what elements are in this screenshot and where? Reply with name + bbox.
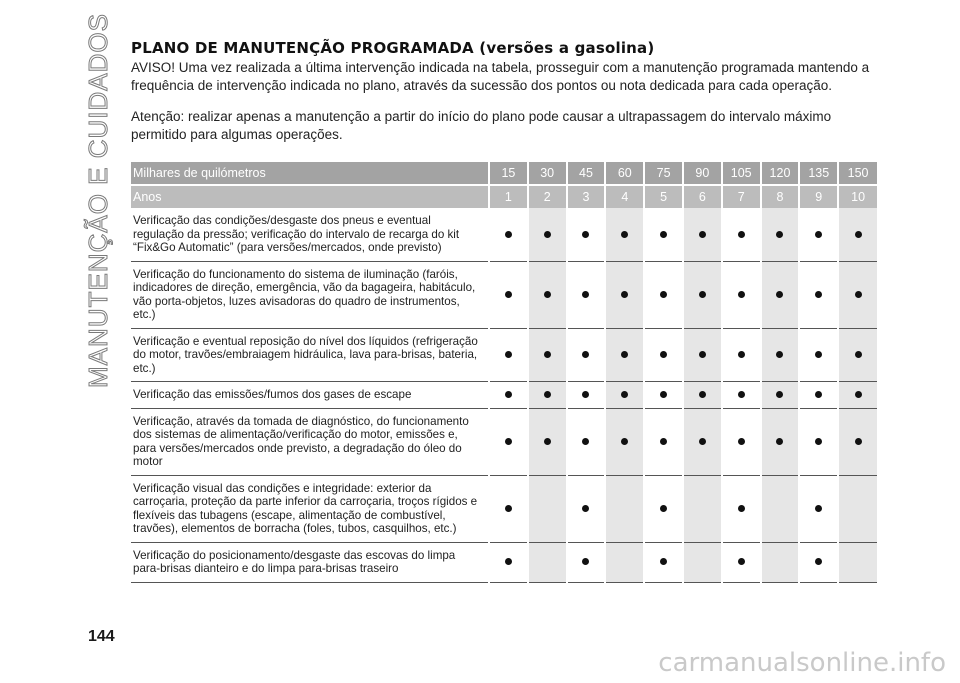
interval-cell bbox=[838, 542, 877, 582]
bullet-icon bbox=[582, 505, 589, 512]
interval-cell bbox=[567, 408, 606, 475]
bullet-icon bbox=[738, 351, 745, 358]
bullet-icon bbox=[660, 558, 667, 565]
table-row bbox=[131, 542, 877, 582]
bullet-icon bbox=[582, 438, 589, 445]
bullet-icon bbox=[505, 351, 512, 358]
interval-cell bbox=[683, 208, 722, 261]
km-header-cell: 75 bbox=[644, 161, 683, 185]
interval-cell bbox=[799, 408, 838, 475]
interval-cell bbox=[528, 475, 567, 542]
interval-cell bbox=[799, 261, 838, 328]
page-heading: PLANO DE MANUTENÇÃO PROGRAMADA (versões a gasolina) bbox=[131, 39, 655, 57]
bullet-icon bbox=[660, 438, 667, 445]
bullet-icon bbox=[699, 391, 706, 398]
bullet-icon bbox=[544, 231, 551, 238]
bullet-icon bbox=[582, 558, 589, 565]
bullet-icon bbox=[815, 505, 822, 512]
years-header-row bbox=[131, 185, 877, 208]
interval-cell bbox=[489, 328, 528, 382]
bullet-icon bbox=[776, 291, 783, 298]
interval-cell bbox=[528, 261, 567, 328]
attention-paragraph: Atenção: realizar apenas a manutenção a partir do início do plano pode causar a ultrapassagem do intervalo máximo permitido para algumas operações. bbox=[131, 109, 832, 142]
bullet-icon bbox=[738, 505, 745, 512]
bullet-icon bbox=[815, 391, 822, 398]
interval-cell bbox=[722, 542, 761, 582]
km-header-cell: 90 bbox=[683, 161, 722, 185]
table-row bbox=[131, 408, 877, 475]
interval-cell bbox=[567, 475, 606, 542]
bullet-icon bbox=[544, 351, 551, 358]
operation-description: Verificação das emissões/fumos dos gases de escape bbox=[131, 382, 489, 409]
bullet-icon bbox=[738, 231, 745, 238]
years-header-label: Anos bbox=[131, 185, 489, 208]
interval-cell bbox=[528, 328, 567, 382]
bullet-icon bbox=[776, 231, 783, 238]
bullet-icon bbox=[505, 291, 512, 298]
km-header-cell: 15 bbox=[489, 161, 528, 185]
years-header-cell: 5 bbox=[644, 185, 683, 208]
bullet-icon bbox=[855, 231, 862, 238]
interval-cell bbox=[644, 542, 683, 582]
bullet-icon bbox=[699, 231, 706, 238]
page-number: 144 bbox=[88, 628, 115, 645]
interval-cell bbox=[683, 328, 722, 382]
years-header-cell: 9 bbox=[799, 185, 838, 208]
interval-cell bbox=[722, 208, 761, 261]
bullet-icon bbox=[505, 438, 512, 445]
bullet-icon bbox=[544, 391, 551, 398]
km-header-cell: 105 bbox=[722, 161, 761, 185]
interval-cell bbox=[683, 542, 722, 582]
interval-cell bbox=[567, 261, 606, 328]
operation-description: Verificação e eventual reposição do nível dos líquidos (refrigeração do motor, travões/embraiagem hidráulica, lava para-brisas, bateria, etc.) bbox=[131, 328, 489, 382]
interval-cell bbox=[644, 382, 683, 409]
interval-cell bbox=[528, 542, 567, 582]
interval-cell bbox=[644, 261, 683, 328]
interval-cell bbox=[605, 261, 644, 328]
interval-cell bbox=[605, 475, 644, 542]
years-header-cell: 3 bbox=[567, 185, 606, 208]
km-header-cell: 45 bbox=[567, 161, 606, 185]
interval-cell bbox=[528, 382, 567, 409]
km-header-cell: 150 bbox=[838, 161, 877, 185]
km-header-cell: 135 bbox=[799, 161, 838, 185]
bullet-icon bbox=[621, 391, 628, 398]
watermark-text: carmanualsonline.info bbox=[658, 648, 946, 678]
km-header-label: Milhares de quilómetros bbox=[131, 161, 489, 185]
interval-cell bbox=[761, 208, 800, 261]
table-row bbox=[131, 475, 877, 542]
interval-cell bbox=[838, 475, 877, 542]
interval-cell bbox=[761, 408, 800, 475]
bullet-icon bbox=[738, 558, 745, 565]
km-header-cell: 120 bbox=[761, 161, 800, 185]
table-row bbox=[131, 328, 877, 382]
operation-description: Verificação das condições/desgaste dos pneus e eventual regulação da pressão; verificação do intervalo de recarga do kit “Fix&Go Automatic” (para versões/mercados, onde previsto) bbox=[131, 208, 489, 261]
bullet-icon bbox=[776, 351, 783, 358]
bullet-icon bbox=[660, 351, 667, 358]
interval-cell bbox=[799, 328, 838, 382]
interval-cell bbox=[683, 408, 722, 475]
bullet-icon bbox=[621, 231, 628, 238]
bullet-icon bbox=[699, 291, 706, 298]
interval-cell bbox=[799, 475, 838, 542]
interval-cell bbox=[683, 382, 722, 409]
bullet-icon bbox=[738, 438, 745, 445]
bullet-icon bbox=[738, 291, 745, 298]
interval-cell bbox=[567, 382, 606, 409]
km-header-cell: 60 bbox=[605, 161, 644, 185]
years-header-cell: 10 bbox=[838, 185, 877, 208]
interval-cell bbox=[644, 208, 683, 261]
page-content bbox=[131, 39, 877, 583]
bullet-icon bbox=[582, 391, 589, 398]
interval-cell bbox=[838, 328, 877, 382]
interval-cell bbox=[838, 261, 877, 328]
bullet-icon bbox=[855, 351, 862, 358]
interval-cell bbox=[683, 475, 722, 542]
bullet-icon bbox=[776, 391, 783, 398]
interval-cell bbox=[489, 475, 528, 542]
interval-cell bbox=[489, 542, 528, 582]
section-side-title bbox=[78, 12, 118, 388]
bullet-icon bbox=[505, 231, 512, 238]
interval-cell bbox=[605, 408, 644, 475]
interval-cell bbox=[644, 408, 683, 475]
warning-paragraph: AVISO! Uma vez realizada a última intervenção indicada na tabela, prosseguir com a manutenção programada mantendo a frequência de intervenção indicada no plano, através da sucessão dos pontos ou nota dedicada para cada operação. bbox=[131, 60, 870, 93]
interval-cell bbox=[644, 328, 683, 382]
interval-cell bbox=[489, 261, 528, 328]
bullet-icon bbox=[582, 231, 589, 238]
interval-cell bbox=[722, 328, 761, 382]
interval-cell bbox=[722, 382, 761, 409]
interval-cell bbox=[838, 408, 877, 475]
interval-cell bbox=[761, 261, 800, 328]
interval-cell bbox=[605, 542, 644, 582]
interval-cell bbox=[799, 542, 838, 582]
bullet-icon bbox=[699, 438, 706, 445]
bullet-icon bbox=[660, 291, 667, 298]
interval-cell bbox=[838, 382, 877, 409]
bullet-icon bbox=[621, 438, 628, 445]
operation-description: Verificação, através da tomada de diagnóstico, do funcionamento dos sistemas de alimentação/verificação do motor, emissões e, para versões/mercados onde previsto, a degradação do óleo do motor bbox=[131, 408, 489, 475]
interval-cell bbox=[799, 382, 838, 409]
bullet-icon bbox=[855, 291, 862, 298]
years-header-cell: 4 bbox=[605, 185, 644, 208]
interval-cell bbox=[761, 328, 800, 382]
bullet-icon bbox=[505, 505, 512, 512]
years-header-cell: 2 bbox=[528, 185, 567, 208]
interval-cell bbox=[605, 382, 644, 409]
bullet-icon bbox=[660, 231, 667, 238]
interval-cell bbox=[838, 208, 877, 261]
interval-cell bbox=[644, 475, 683, 542]
bullet-icon bbox=[544, 438, 551, 445]
bullet-icon bbox=[660, 391, 667, 398]
interval-cell bbox=[605, 208, 644, 261]
section-side-title-text: MANUTENÇÃO E CUIDADOS bbox=[82, 12, 113, 388]
interval-cell bbox=[683, 261, 722, 328]
km-header-row bbox=[131, 161, 877, 185]
interval-cell bbox=[761, 382, 800, 409]
years-header-cell: 7 bbox=[722, 185, 761, 208]
bullet-icon bbox=[815, 438, 822, 445]
bullet-icon bbox=[855, 391, 862, 398]
interval-cell bbox=[567, 328, 606, 382]
interval-cell bbox=[528, 208, 567, 261]
interval-cell bbox=[761, 542, 800, 582]
bullet-icon bbox=[582, 351, 589, 358]
interval-cell bbox=[799, 208, 838, 261]
bullet-icon bbox=[544, 291, 551, 298]
maintenance-table bbox=[131, 160, 877, 583]
bullet-icon bbox=[660, 505, 667, 512]
bullet-icon bbox=[699, 351, 706, 358]
operation-description: Verificação do posicionamento/desgaste das escovas do limpa para-brisas dianteiro e do limpa para-brisas traseiro bbox=[131, 542, 489, 582]
table-row bbox=[131, 208, 877, 261]
bullet-icon bbox=[815, 231, 822, 238]
bullet-icon bbox=[505, 391, 512, 398]
years-header-cell: 6 bbox=[683, 185, 722, 208]
interval-cell bbox=[722, 475, 761, 542]
bullet-icon bbox=[582, 291, 589, 298]
years-header-cell: 8 bbox=[761, 185, 800, 208]
interval-cell bbox=[722, 261, 761, 328]
bullet-icon bbox=[815, 351, 822, 358]
bullet-icon bbox=[815, 291, 822, 298]
bullet-icon bbox=[776, 438, 783, 445]
bullet-icon bbox=[621, 291, 628, 298]
years-header-cell: 1 bbox=[489, 185, 528, 208]
bullet-icon bbox=[621, 351, 628, 358]
interval-cell bbox=[722, 408, 761, 475]
bullet-icon bbox=[855, 438, 862, 445]
km-header-cell: 30 bbox=[528, 161, 567, 185]
operation-description: Verificação do funcionamento do sistema de iluminação (faróis, indicadores de direção, emergência, vão da bagageira, habitáculo, vão porta-objetos, luzes avisadoras do quadro de instrumentos, etc.) bbox=[131, 261, 489, 328]
interval-cell bbox=[567, 208, 606, 261]
interval-cell bbox=[489, 382, 528, 409]
interval-cell bbox=[761, 475, 800, 542]
bullet-icon bbox=[505, 558, 512, 565]
bullet-icon bbox=[738, 391, 745, 398]
interval-cell bbox=[489, 408, 528, 475]
table-body bbox=[131, 208, 877, 582]
interval-cell bbox=[605, 328, 644, 382]
bullet-icon bbox=[815, 558, 822, 565]
operation-description: Verificação visual das condições e integridade: exterior da carroçaria, proteção da parte inferior da carroçaria, troços rígidos e flexíveis das tubagens (escape, alimentação de combustível, travões), elementos de borracha (foles, tubos, casquilhos, etc.) bbox=[131, 475, 489, 542]
interval-cell bbox=[528, 408, 567, 475]
table-row bbox=[131, 261, 877, 328]
interval-cell bbox=[567, 542, 606, 582]
interval-cell bbox=[489, 208, 528, 261]
table-row bbox=[131, 382, 877, 409]
